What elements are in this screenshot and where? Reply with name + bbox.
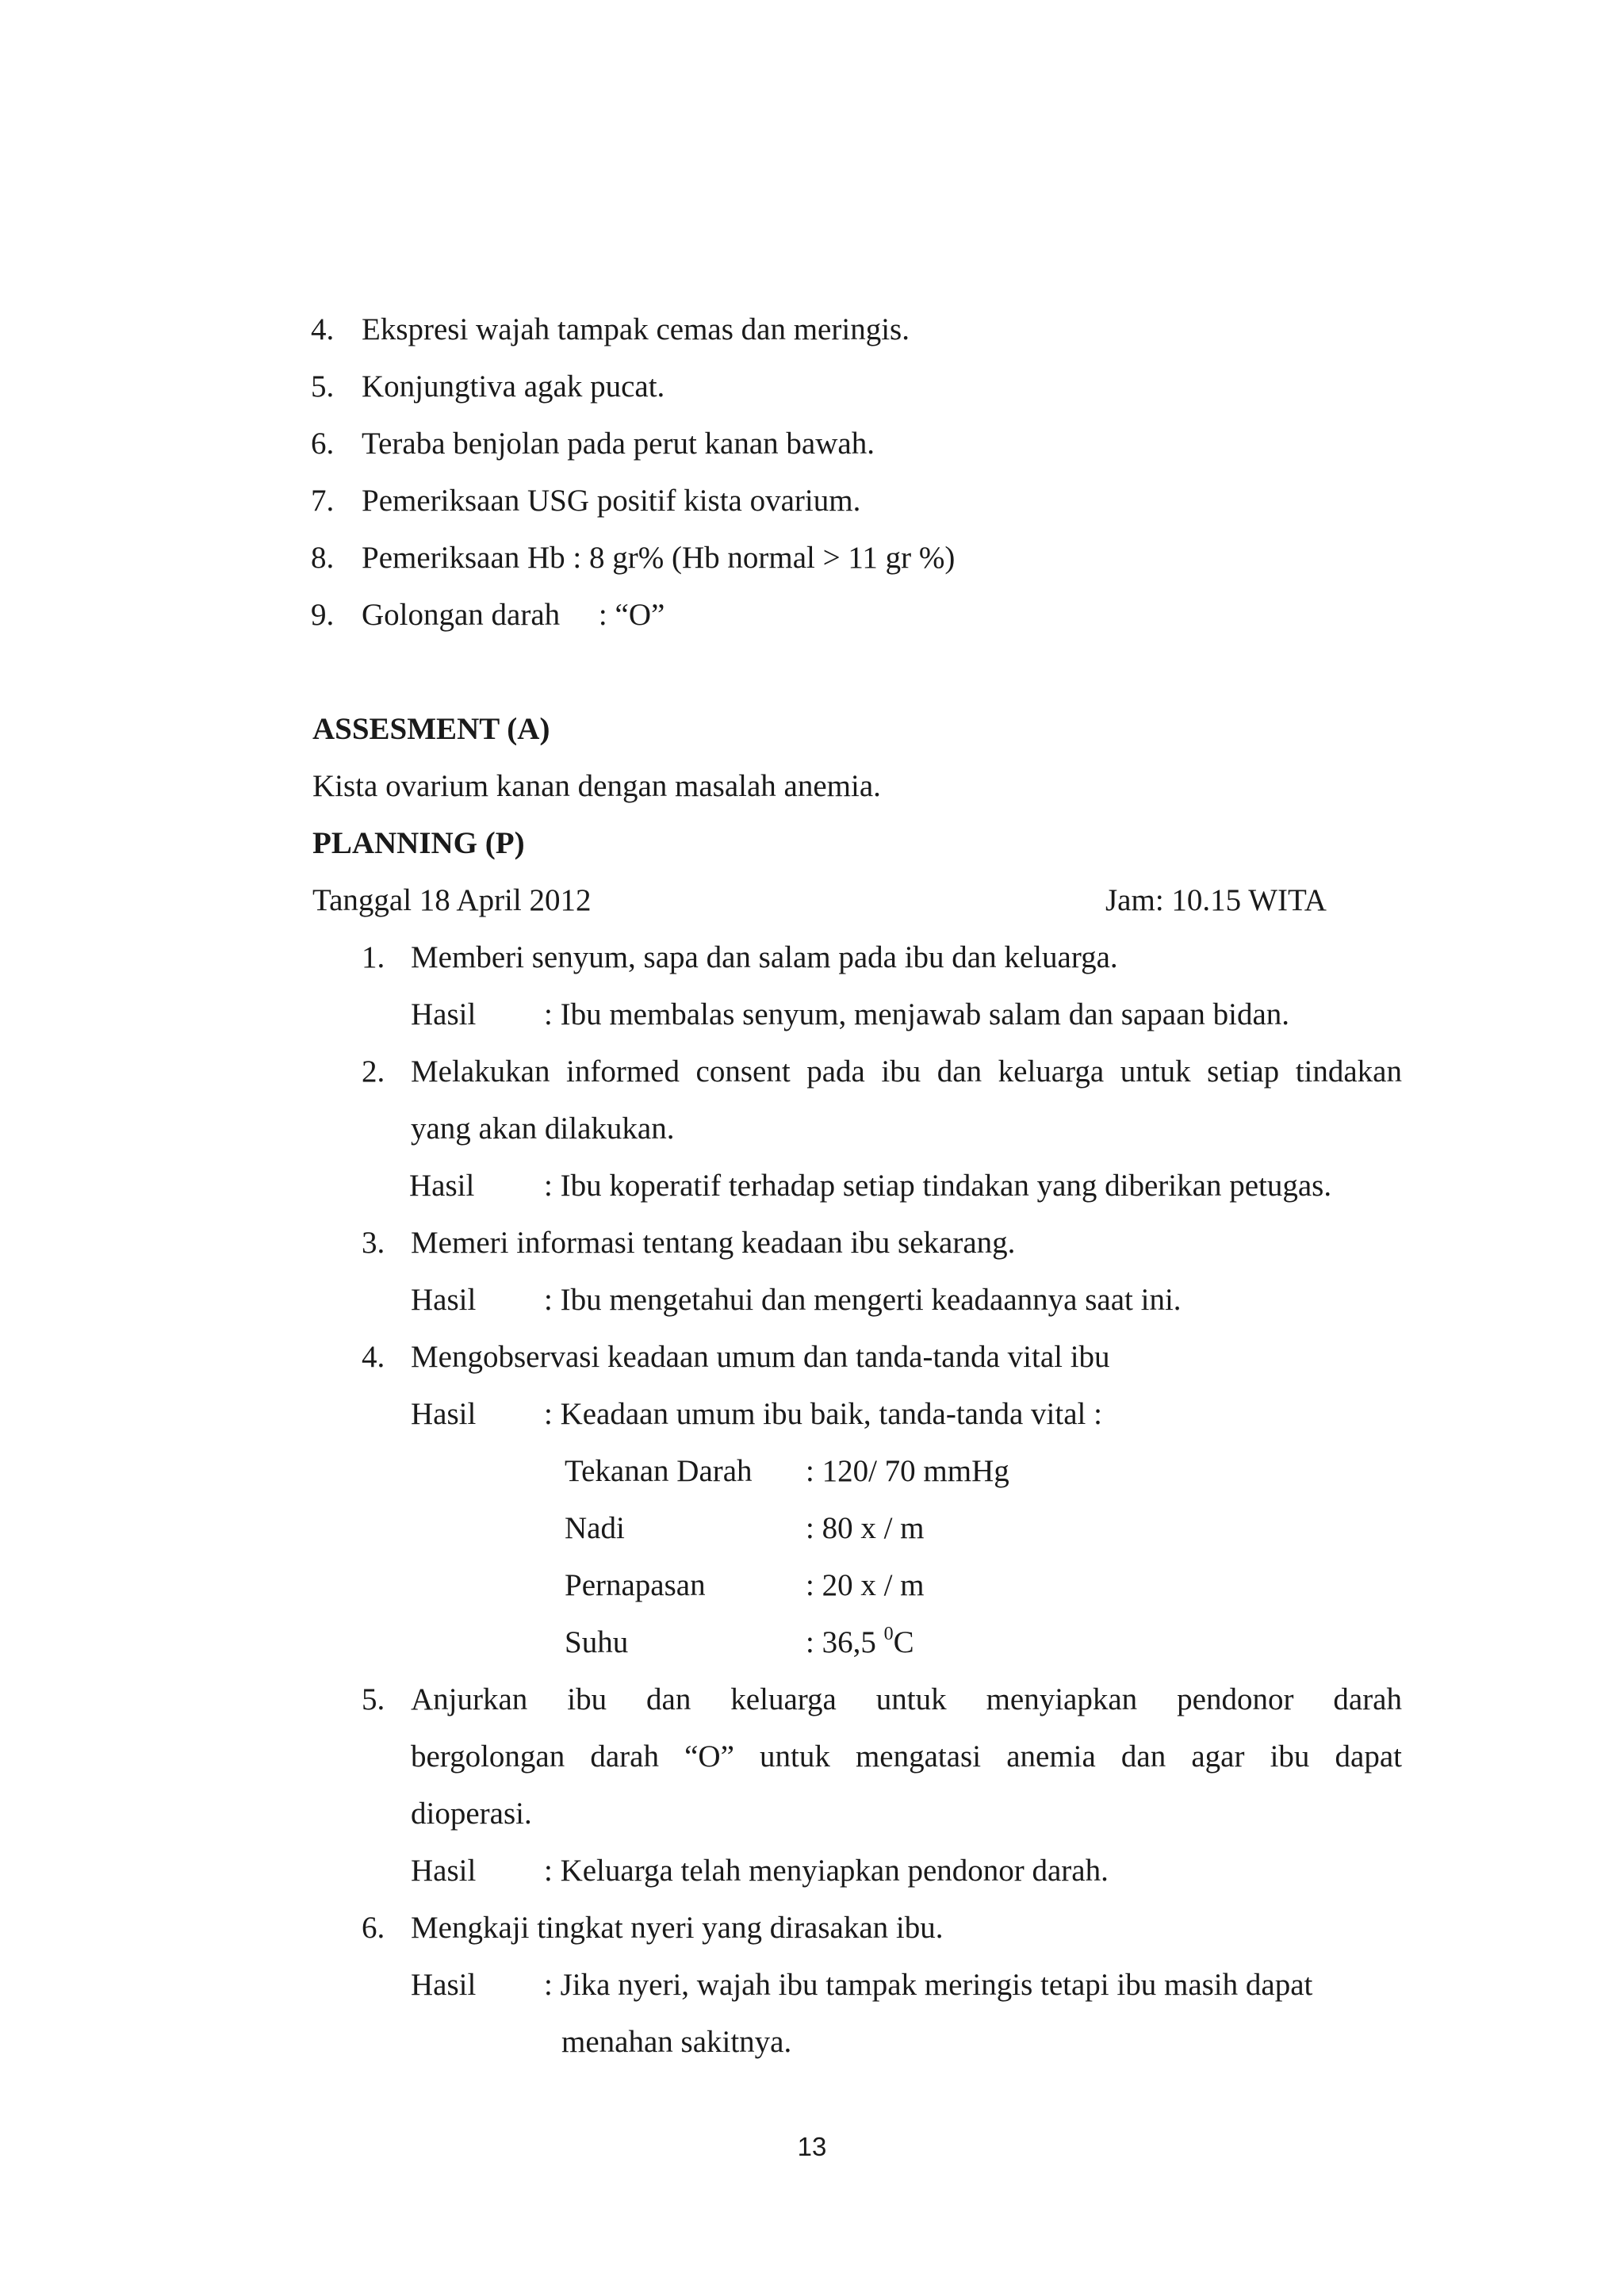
list-item-text: Pemeriksaan Hb : 8 gr% (Hb normal > 11 gr %) [362,541,956,575]
hasil-text-continued: menahan sakitnya. [561,2025,792,2059]
hasil-text: : Keluarga telah menyiapkan pendonor darah. [544,1854,1109,1888]
list-item-text: yang akan dilakukan. [411,1112,675,1146]
list-number: 6. [362,1911,385,1945]
list-number: 1. [362,940,385,974]
hasil-label: Hasil [411,1854,477,1888]
vital-value: : 120/ 70 mmHg [806,1454,1009,1488]
list-item-text: Pemeriksaan USG positif kista ovarium. [362,484,861,518]
hasil-text: : Keadaan umum ibu baik, tanda-tanda vital : [544,1397,1102,1431]
temperature-value: : 36,5 [806,1625,884,1659]
assessment-text: Kista ovarium kanan dengan masalah anemia. [312,769,881,803]
list-number: 5. [311,369,335,404]
list-item-text: Memeri informasi tentang keadaan ibu sekarang. [411,1226,1016,1260]
list-number: 8. [311,541,335,575]
list-number: 9. [311,598,335,632]
hasil-label: Hasil [411,1283,477,1317]
list-item-text: Teraba benjolan pada perut kanan bawah. [362,427,875,461]
vital-value: : 20 x / m [806,1568,925,1602]
vital-label: Nadi [565,1511,625,1545]
list-item-text: Memberi senyum, sapa dan salam pada ibu dan keluarga. [411,940,1118,974]
list-item-text: Melakukan informed consent pada ibu dan keluarga untuk setiap tindakan [411,1054,1402,1089]
assessment-heading: ASSESMENT (A) [312,712,550,746]
planning-date: Tanggal 18 April 2012 [312,883,592,917]
planning-time: Jam: 10.15 WITA [1105,883,1327,917]
list-item-text: Konjungtiva agak pucat. [362,369,665,404]
list-item-text: Golongan darah : “O” [362,598,665,632]
degree-superscript: 0 [883,1624,894,1644]
temperature-unit: C [893,1625,914,1659]
list-item-text: Anjurkan ibu dan keluarga untuk menyiapkan pendonor darah [411,1682,1402,1716]
hasil-label: Hasil [411,997,477,1031]
list-number: 4. [362,1340,385,1374]
vital-value [806,1624,914,1662]
list-item [311,311,334,349]
list-item-text: dioperasi. [411,1797,532,1831]
hasil-text: : Jika nyeri, wajah ibu tampak meringis tetapi ibu masih dapat [544,1968,1313,2002]
list-number: 4. [311,312,335,346]
hasil-label: Hasil [411,1968,477,2002]
hasil-label: Hasil [411,1397,477,1431]
list-item-text: bergolongan darah “O” untuk mengatasi anemia dan agar ibu dapat [411,1739,1402,1774]
list-number: 2. [362,1054,385,1089]
list-item-text: Mengobservasi keadaan umum dan tanda-tanda vital ibu [411,1340,1110,1374]
list-number: 3. [362,1226,385,1260]
hasil-text: : Ibu koperatif terhadap setiap tindakan yang diberikan petugas. [544,1169,1332,1203]
list-item-text: Ekspresi wajah tampak cemas dan meringis. [362,312,910,346]
vital-label: Pernapasan [565,1568,706,1602]
list-number: 5. [362,1682,385,1716]
vital-value: : 80 x / m [806,1511,925,1545]
planning-heading: PLANNING (P) [312,826,525,860]
list-number: 7. [311,484,335,518]
hasil-text: : Ibu mengetahui dan mengerti keadaannya saat ini. [544,1283,1182,1317]
list-number: 6. [311,427,335,461]
list-item-text: Mengkaji tingkat nyeri yang dirasakan ibu. [411,1911,944,1945]
vital-label: Tekanan Darah [565,1454,753,1488]
hasil-text: : Ibu membalas senyum, menjawab salam dan sapaan bidan. [544,997,1290,1031]
vital-label: Suhu [565,1625,629,1659]
hasil-label: Hasil [409,1169,475,1203]
page-number: 13 [797,2132,827,2161]
